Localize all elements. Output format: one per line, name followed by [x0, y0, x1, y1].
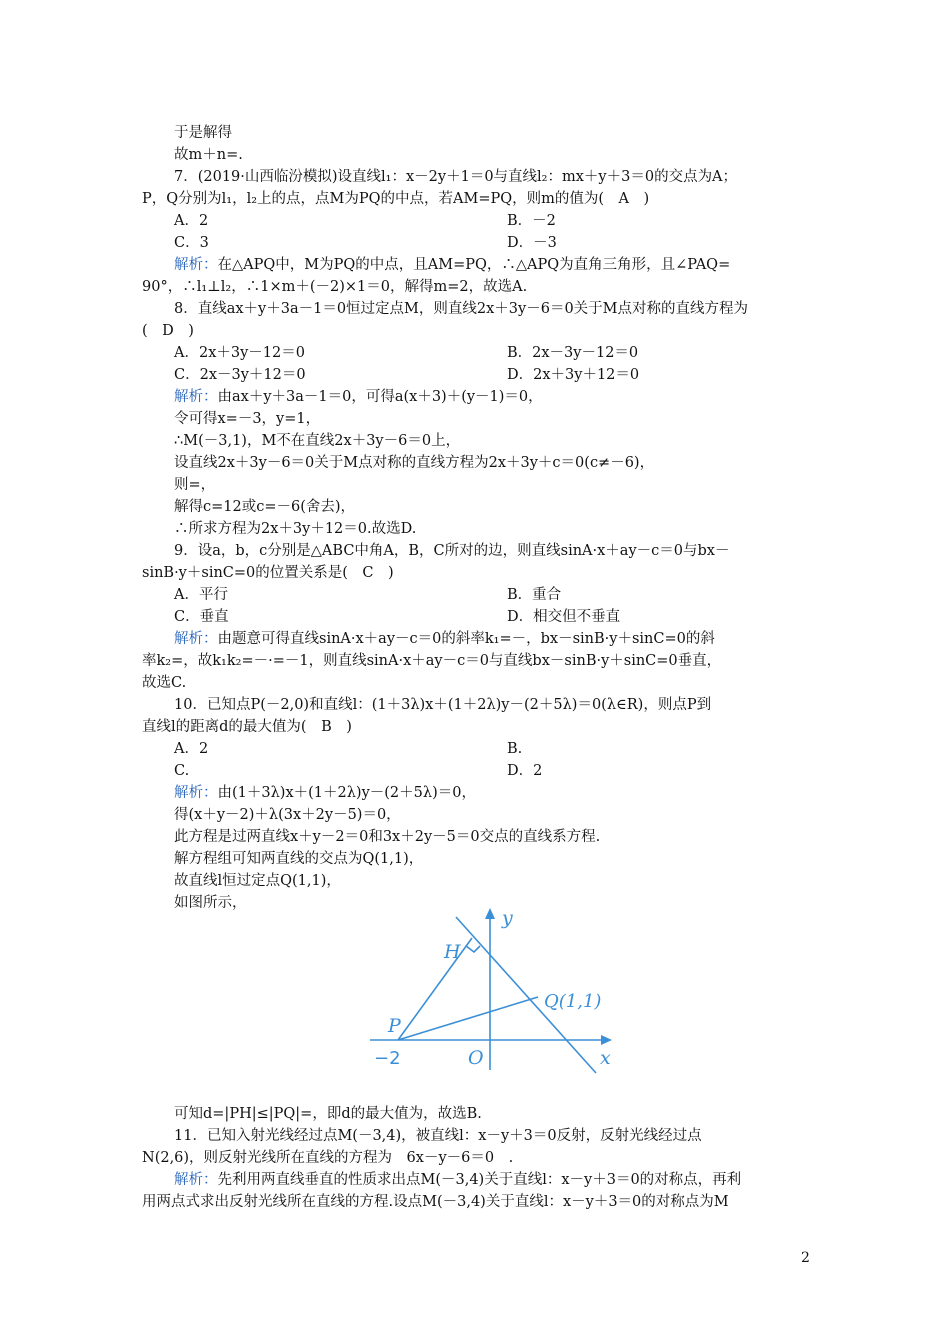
- text-line: 90°，∴l₁⊥l₂，∴1×m＋(－2)×1＝0，解得m=2，故选A.: [142, 279, 528, 295]
- option-a: A．2: [174, 741, 209, 757]
- text-line: 此方程是过两直线x＋y－2＝0和3x＋2y－5＝0交点的直线系方程.: [174, 829, 601, 845]
- text-line: 率k₂=，故k₁k₂=－·=－1，则直线sinA·x＋ay－c＝0与直线bx－sinB·y＋sinC=0垂直，: [142, 653, 722, 669]
- geometry-figure: [368, 906, 638, 1074]
- solution-line: [174, 629, 715, 649]
- label-y: y: [502, 907, 513, 929]
- option-d: D．2: [507, 763, 543, 779]
- solution-text: 由题意可得直线sinA·x＋ay－c＝0的斜率k₁=－，bx－sinB·y＋sinC=0的斜: [217, 631, 715, 647]
- label-Q: Q(1,1): [544, 991, 602, 1012]
- option-b: B.: [507, 741, 523, 757]
- text-line: 如图所示，: [174, 895, 247, 911]
- option-c: C．垂直: [174, 609, 229, 625]
- label-neg2: −2: [374, 1048, 401, 1069]
- y-axis-arrow: [485, 908, 495, 919]
- label-x: x: [600, 1047, 611, 1069]
- option-a: A．2x＋3y－12＝0: [174, 345, 305, 361]
- option-d: D．2x＋3y＋12＝0: [507, 367, 640, 383]
- text-line: N(2,6)，则反射光线所在直线的方程为 6x－y－6＝0 .: [142, 1150, 514, 1166]
- text-line: 可知d=|PH|≤|PQ|=，即d的最大值为，故选B.: [174, 1106, 482, 1122]
- text-line: 设直线2x＋3y－6＝0关于M点对称的直线方程为2x＋3y＋c＝0(c≠－6)，: [174, 455, 655, 471]
- text-line: ∴所求方程为2x＋3y＋12＝0.故选D.: [174, 521, 417, 537]
- solution-label: 解析：: [174, 631, 218, 647]
- label-H: H: [444, 941, 461, 963]
- text-line: P，Q分别为l₁，l₂上的点，点M为PQ的中点，若AM=PQ，则m的值为( A ): [142, 191, 650, 207]
- option-c: C.: [174, 763, 190, 779]
- solution-text: 由(1＋3λ)x＋(1＋2λ)y－(2＋5λ)＝0，: [217, 785, 476, 801]
- solution-text: 由ax＋y＋3a－1＝0，可得a(x＋3)＋(y－1)＝0，: [217, 389, 543, 405]
- question-11: 11．已知入射光线经过点M(－3,4)，被直线l：x－y＋3＝0反射，反射光线经过点: [174, 1128, 702, 1144]
- solution-line: [174, 1170, 741, 1190]
- text-line: ∴M(－3,1)，M不在直线2x＋3y－6＝0上，: [174, 433, 461, 449]
- solution-line: [174, 255, 730, 275]
- text-line: 解得c=12或c=－6(舍去)，: [174, 499, 356, 515]
- right-angle-mark: [466, 946, 480, 952]
- solution-line: [174, 783, 476, 803]
- text-line: 用两点式求出反射光线所在直线的方程.设点M(－3,4)关于直线l：x－y＋3＝0的对称点为M: [142, 1194, 729, 1210]
- text-line: 解方程组可知两直线的交点为Q(1,1)，: [174, 851, 424, 867]
- text-line: 得(x＋y－2)＋λ(3x＋2y－5)＝0，: [174, 807, 401, 823]
- text-line: 故直线l恒过定点Q(1,1)，: [174, 873, 341, 889]
- label-O: O: [468, 1047, 484, 1069]
- option-c: C．2x－3y＋12＝0: [174, 367, 306, 383]
- option-a: A．平行: [174, 587, 228, 603]
- option-d: D．相交但不垂直: [507, 609, 621, 625]
- segment-PQ: [398, 997, 538, 1040]
- question-7: 7．(2019·山西临汾模拟)设直线l₁：x－2y＋1＝0与直线l₂：mx＋y＋3＝0的交点为A；: [174, 169, 738, 185]
- solution-text: 在△APQ中，M为PQ的中点，且AM=PQ，∴△APQ为直角三角形，且∠PAQ=: [217, 257, 731, 273]
- x-axis-arrow: [601, 1035, 612, 1045]
- question-9: 9．设a，b，c分别是△ABC中角A，B，C所对的边，则直线sinA·x＋ay－c＝0与bx－: [174, 543, 730, 559]
- solution-label: 解析：: [174, 1172, 218, 1188]
- solution-label: 解析：: [174, 785, 218, 801]
- label-P: P: [388, 1015, 401, 1037]
- page-number: 2: [801, 1250, 810, 1266]
- option-b: B．2x－3y－12＝0: [507, 345, 639, 361]
- solution-label: 解析：: [174, 389, 218, 405]
- option-b: B．－2: [507, 213, 556, 229]
- option-d: D．－3: [507, 235, 557, 251]
- option-c: C．3: [174, 235, 209, 251]
- segment-PH: [398, 938, 472, 1040]
- text-line: 于是解得: [174, 125, 232, 141]
- question-10: 10．已知点P(－2,0)和直线l：(1＋3λ)x＋(1＋2λ)y－(2＋5λ)＝0(λ∈R)，则点P到: [174, 697, 712, 713]
- text-line: 故m＋n=.: [174, 147, 243, 163]
- text-line: 直线l的距离d的最大值为( B ): [142, 719, 352, 735]
- text-line: ( D ): [142, 323, 194, 339]
- option-b: B．重合: [507, 587, 562, 603]
- solution-text: 先利用两直线垂直的性质求出点M(－3,4)关于直线l：x－y＋3＝0的对称点，再利: [217, 1172, 742, 1188]
- text-line: 故选C.: [142, 675, 187, 691]
- text-line: 则=，: [174, 477, 216, 493]
- solution-label: 解析：: [174, 257, 218, 273]
- solution-line: [174, 387, 543, 407]
- question-8: 8．直线ax＋y＋3a－1＝0恒过定点M，则直线2x＋3y－6＝0关于M点对称的直线方程为: [174, 301, 749, 317]
- text-line: sinB·y＋sinC=0的位置关系是( C ): [142, 565, 394, 581]
- option-a: A．2: [174, 213, 209, 229]
- text-line: 令可得x=－3，y=1，: [174, 411, 321, 427]
